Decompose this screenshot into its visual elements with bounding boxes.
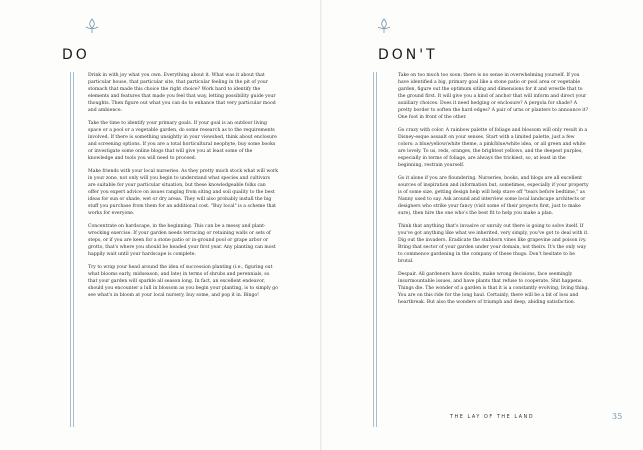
running-footer-title: THE LAY OF THE LAND xyxy=(450,415,535,420)
dont-paragraph: Despair. All gardeners have doubts, make wrong decisions, face seemingly insurmountable issues, and have plants that refuse to cooperate. Shit happens. Things die. The wonder of a garden is that it is a constantly evolving, living thing. You are on this ride for the long haul. Certainly, there will be a bit of loss and heartbreak. But also the wonders of triumph and deep, abiding satisfaction. xyxy=(398,272,589,305)
left-margin-rule xyxy=(70,72,74,427)
dont-paragraph: Think that anything that's invasive or unruly out there is going to solve itself. If you've got anything like what we inherited, very simply, you've got to deal with it. Dig out the invaders. Eradicate the stubborn vines like grapevine and poison ivy. Bring that sector of your garden under your domain, not theirs. It's the only way to commence gardening in the company of these thugs. Don't hesitate to be brutal. xyxy=(398,224,589,264)
right-margin-rule xyxy=(373,72,377,427)
do-paragraph: Make friends with your local nurseries. As they pretty much stock what will work in your zone, not only will you begin to understand what species and cultivars are suitable for your particular situation, but these knowledgeable folks can offer you expert advice on issues ranging from siting and soil quality to the best ideas for sun or shade, wet or dry areas. They will also probably install the big stuff you purchase from them for an additional cost. "Buy local" is a scheme that works for everyone. xyxy=(88,169,278,216)
leaf-flourish-icon xyxy=(377,18,391,34)
dont-column xyxy=(398,72,590,312)
do-paragraph: Take the time to identify your primary goals. If your goal is an outdoor living space or a pool or a vegetable garden, do some research as to the requirements involved. If there is something unsightly in your viewshed, think about enclosure and screening options. If you are a total horticultural neophyte, buy some books or investigate some online blogs that will give you at least some of the knowledge and tools you will need to proceed. xyxy=(88,121,277,161)
dont-heading: DON'T xyxy=(378,47,438,63)
leaf-flourish-icon xyxy=(85,18,99,34)
do-paragraph: Drink in with joy what you own. Everything about it. What was it about that particular house, that particular site, that particular feeling in the pit of your stomach that made this choice the right choice? Work hard to identify the elements and features that made you feel that way, letting possibility guide your thoughts. Then figure out what you can do to enhance that very particular mood and ambience. xyxy=(88,73,276,113)
do-paragraph: Try to wrap your head around the idea of succession planting (i.e., figuring out what blooms early, midseason, and late) in terms of shrubs and perennials, so that your garden will sparkle all season long. In fact, an excellent endeavor, should you encounter a lull in blossom as you begin your planting, is to simply go see what's in bloom at your local nursery, buy some, and pop it in. Bingo! xyxy=(88,265,278,298)
do-paragraph: Concentrate on hardscape, in the beginning. This can be a messy and plant-wrecking exercise. If your garden needs terracing or retaining walls or sets of steps, or if you are keen for a stone patio or in-ground pool or grape arbor or grotto, that's where you should be headed your first year. Any planting can most happily wait until your hardscape is complete. xyxy=(88,224,276,257)
dont-paragraph: Go it alone if you are floundering. Nurseries, books, and blogs are all excellent sources of inspiration and information but, sometimes, especially if your property is of some size, getting design help will help stave off "tears before bedtime," as Nanny used to say. Ask around and interview some local landscape architects or designers who strike your fancy (visit some of their projects first, just to make sure), then hire the one who's the best fit to help you make a plan. xyxy=(398,176,589,216)
left-page xyxy=(0,0,321,450)
do-column xyxy=(88,72,278,305)
dont-paragraph: Take on too much too soon: there is no sense in overwhelming yourself. If you have identified a big, primary goal like a stone patio or pool area or vegetable garden, figure out the optimum siting and dimensions for it and wrestle that to the ground first. It will give you a kind of anchor that will inform and direct your auxiliary choices. Does it need hedging or enclosure? A pergola for shade? A pretty border to soften the hard edges? A pair of urns or planters to announce it? One foot in front of the other. xyxy=(398,73,589,120)
do-heading: DO xyxy=(62,47,90,63)
dont-paragraph: Go crazy with color. A rainbow palette of foliage and blossom will only result in a Disney-esque assault on your senses. Start with a limited palette, just a few colors: a blue/yellow/white theme, a pink/blue/white idea, or all green and white are lovely. To us, reds, oranges, the brightest yellows, and the deepest purples, especially in terms of foliage, are always the trickiest, so, at least in the beginning, restrain yourself. xyxy=(398,128,588,168)
page-number: 35 xyxy=(612,412,623,421)
right-page xyxy=(322,0,643,450)
